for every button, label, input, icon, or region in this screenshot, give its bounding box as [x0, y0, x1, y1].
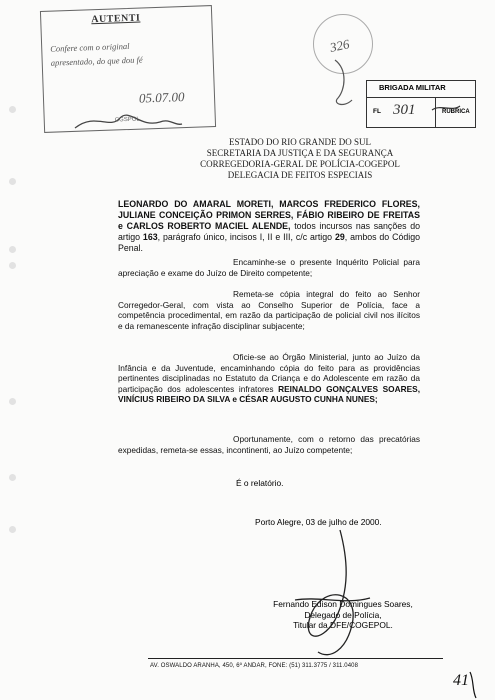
- report-statement: É o relatório.: [236, 478, 284, 488]
- footer-address: AV. OSWALDO ARANHA, 450, 6º ANDAR, FONE: (51) 311.3775 / 311.0408: [150, 663, 359, 669]
- place-and-date: Porto Alegre, 03 de julho de 2000.: [255, 517, 382, 527]
- punch-hole: [9, 178, 16, 185]
- auth-stamp-title: AUTENTI: [91, 12, 141, 26]
- signatory-title: Titular da DFE/COGEPOL.: [293, 620, 393, 630]
- bm-stamp-divider: [435, 97, 436, 127]
- auth-stamp-line: Confere com o original: [50, 40, 130, 54]
- authentication-stamp: [40, 5, 216, 133]
- punch-hole: [9, 246, 16, 253]
- punch-hole: [9, 398, 16, 405]
- brigada-militar-stamp: [366, 80, 476, 128]
- paragraph-forward-inquiry: Encaminhe-se o presente Inquérito Policial para apreciação e exame do Juízo de Direito competente;: [118, 257, 420, 278]
- letterhead-corregedoria: CORREGEDORIA-GERAL DE POLÍCIA-COGEPOL: [200, 159, 400, 169]
- letterhead-state: ESTADO DO RIO GRANDE DO SUL: [228, 137, 372, 147]
- article-number: 163: [142, 232, 158, 242]
- signatory-name: Fernando Edison Domingues Soares,: [273, 599, 413, 609]
- folio-rubric: [470, 672, 476, 698]
- bm-stamp-rubrica-label: RUBRICA: [442, 109, 470, 115]
- charges-text: , parágrafo único, incisos I, II e III, c/c artigo: [157, 232, 335, 242]
- footer-divider: [148, 658, 443, 659]
- indicted-names: LEONARDO DO AMARAL MORETI, MARCOS FREDERICO FLORES, JULIANE CONCEIÇÃO PRIMON SERRES, FÁBIO RIBEIRO DE FREITAS e CARLOS ROBERTO MACIEL ALENDE,: [118, 199, 420, 231]
- charges-text: , ambos do Código Penal.: [118, 232, 420, 253]
- adolescent-names: REINALDO GONÇALVES SOARES, VINÍCIUS RIBEIRO DA SILVA e CÉSAR AUGUSTO CUNHA NUNES;: [118, 383, 420, 404]
- paragraph-copy-to-corregedor: Remeta-se cópia integral do feito ao Senhor Corregedor-Geral, com vista ao Conselho Superior de Polícia, face a competência procedimental, em razão da participação de policial civil nos ilícitos e da remanescente infração disciplinar subjacente;: [118, 289, 420, 331]
- bm-stamp-fl-label: FL: [373, 108, 381, 115]
- punch-hole: [9, 262, 16, 269]
- letterhead-secretariat: SECRETARIA DA JUSTIÇA E DA SEGURANÇA: [206, 148, 394, 158]
- paragraph-precatorias: Oportunamente, com o retorno das precatórias expedidas, remeta-se essas, incontinenti, ao Juízo competente;: [118, 434, 420, 455]
- auth-stamp-date: 05.07.00: [138, 89, 185, 106]
- auth-stamp-subtext: CGSPOL: [114, 116, 140, 124]
- bm-stamp-title: BRIGADA MILITAR: [379, 83, 446, 92]
- paragraph-text: Oficie-se ao Órgão Ministerial, junto ao Juízo da Infância e da Juventude, encaminhando cópia do feito para as providências pertinentes disciplinadas no Estatuto da Criança e do Adolescente em razão da participação dos adolescentes infratores: [118, 352, 420, 394]
- signature-scribble: [295, 530, 370, 655]
- charges-text: todos incursos nas sanções do artigo: [118, 221, 420, 242]
- letterhead: [180, 137, 420, 181]
- indicted-names-paragraph: [118, 199, 420, 254]
- paragraph-ministerial-office: [118, 352, 420, 405]
- page-folio-number: 41: [453, 672, 469, 689]
- signature-block: [248, 599, 438, 631]
- punch-hole: [9, 526, 16, 533]
- signatory-role: Delegado de Polícia,: [304, 609, 382, 620]
- article-number: 29: [334, 232, 345, 242]
- bm-stamp-divider: [367, 97, 475, 98]
- punch-hole: [9, 474, 16, 481]
- seal-page-number: 326: [328, 36, 351, 55]
- auth-stamp-line: apresentado, do que dou fé: [50, 54, 143, 68]
- punch-hole: [9, 106, 16, 113]
- bm-stamp-folio-number: 301: [393, 102, 416, 118]
- letterhead-delegacia: DELEGACIA DE FEITOS ESPECIAIS: [227, 170, 373, 180]
